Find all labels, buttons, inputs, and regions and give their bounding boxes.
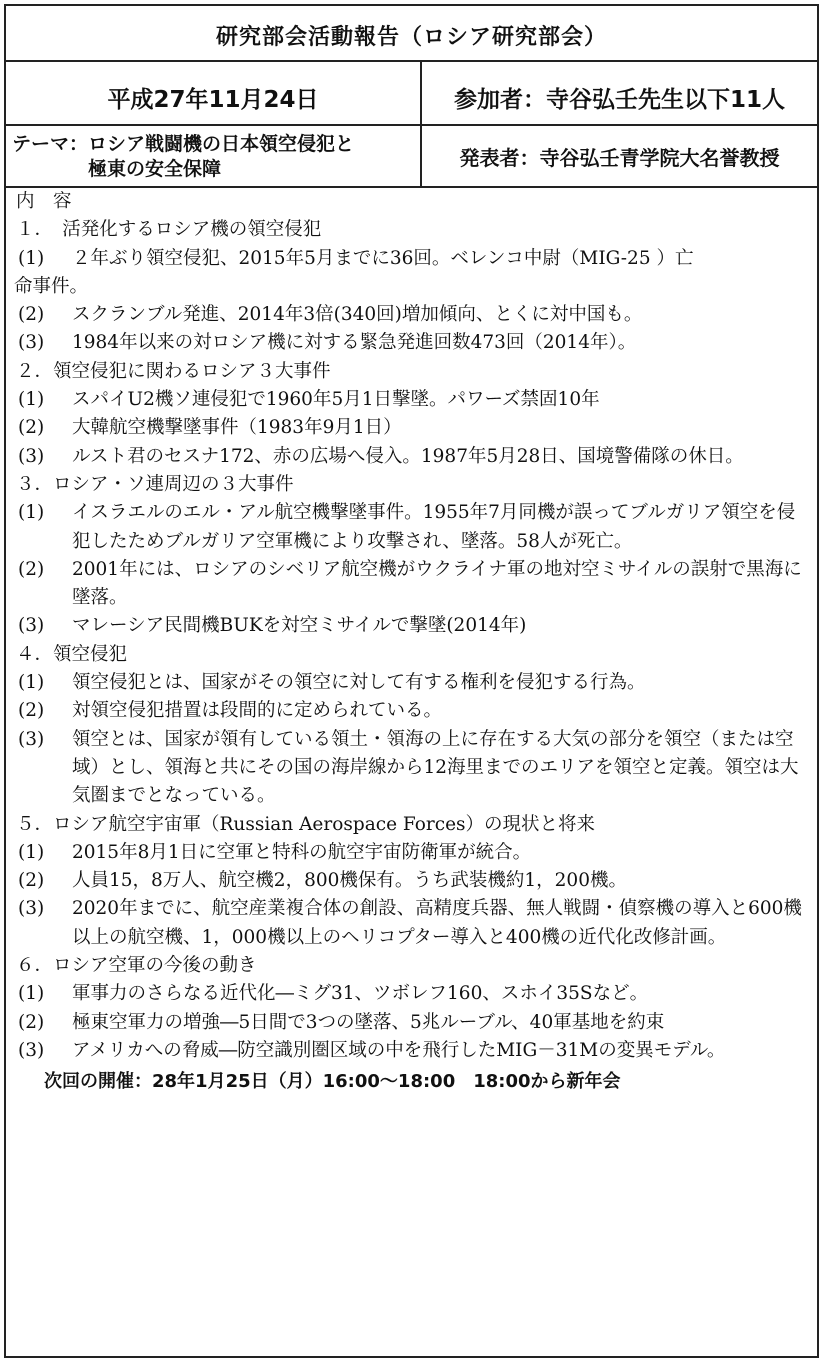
item-text: 軍事力のさらなる近代化―ミグ31、ツボレフ160、スホイ35Sなど。	[72, 983, 649, 1005]
list-item	[14, 839, 807, 867]
item-number: (3)	[18, 1039, 45, 1061]
item-text: 領空とは、国家が領有している領土・領海の上に存在する大気の部分を領空（または空域）とし、領海と共にその国の海岸線から12海里までのエリアを領空と定義。領空は大気圏までとなっている。	[72, 728, 799, 807]
section-title: ５．ロシア航空宇宙軍（Russian Aerospace Forces）の現状と将来	[16, 813, 596, 835]
list-item	[14, 1009, 807, 1037]
list-item	[14, 556, 807, 613]
item-text: 極東空軍力の増強―5日間で3つの墜落、5兆ルーブル、40軍基地を約束	[72, 1011, 665, 1033]
list-item	[14, 612, 807, 640]
item-number: (2)	[18, 700, 45, 722]
item-text: 対領空侵犯措置は段間的に定められている。	[72, 700, 443, 722]
list-item	[14, 867, 807, 895]
sections-list	[14, 216, 807, 1065]
item-text: 2015年8月1日に空軍と特科の航空宇宙防衛軍が統合。	[72, 841, 532, 863]
next-meeting: 次回の開催：28年1月25日（月）16:00～18:00 18:00から新年会	[44, 1071, 621, 1093]
theme-line-2: 極東の安全保障	[88, 158, 222, 180]
item-text: 2001年には、ロシアのシベリア航空機がウクライナ軍の地対空ミサイルの誤射で黒海に墜落。	[72, 558, 802, 609]
item-text: 人員15，8万人、航空機2，800機保有。うち武装機約1，200機。	[72, 870, 627, 892]
item-number: (2)	[18, 870, 45, 892]
list-item	[14, 329, 807, 357]
report-frame	[4, 4, 819, 1358]
section-title: ４．領空侵犯	[16, 643, 128, 665]
participants: 参加者：寺谷弘壬先生以下11人	[453, 87, 785, 113]
item-text: アメリカへの脅威―防空識別圏区域の中を飛行したMIG－31Mの変異モデル。	[72, 1039, 726, 1061]
section-title: １． 活発化するロシア機の領空侵犯	[16, 219, 322, 241]
item-number: (3)	[18, 445, 45, 467]
list-item	[14, 386, 807, 414]
meta-row	[6, 62, 817, 126]
item-number: (1)	[18, 389, 45, 411]
item-text: ２年ぶり領空侵犯、2015年5月までに36回。ベレンコ中尉（MIG-25 ）亡	[72, 247, 694, 269]
column-divider	[420, 62, 422, 188]
theme	[12, 132, 416, 182]
list-item	[14, 414, 807, 442]
list-item	[14, 301, 807, 329]
item-number: (2)	[18, 417, 45, 439]
item-text: スパイU2機ソ連侵犯で1960年5月1日撃墜。パワーズ禁固10年	[72, 389, 600, 411]
item-continuation: 命事件。	[14, 275, 89, 297]
list-item	[14, 443, 807, 471]
item-number: (1)	[18, 672, 45, 694]
list-item	[14, 245, 807, 273]
content-body	[6, 188, 817, 1097]
list-item	[14, 499, 807, 556]
item-number: (3)	[18, 332, 45, 354]
meeting-date: 平成27年11月24日	[107, 87, 319, 113]
list-item	[14, 669, 807, 697]
section-title: ２．領空侵犯に関わるロシア３大事件	[16, 360, 331, 382]
section-title: ３．ロシア・ソ連周辺の３大事件	[16, 473, 294, 495]
report-title: 研究部会活動報告（ロシア研究部会）	[215, 25, 607, 50]
presenter: 発表者：寺谷弘壬青学院大名誉教授	[459, 146, 780, 170]
item-number: (1)	[18, 502, 45, 524]
item-number: (2)	[18, 558, 45, 580]
theme-row	[6, 126, 817, 188]
list-item	[14, 1037, 807, 1065]
item-number: (1)	[18, 841, 45, 863]
item-text: 2020年までに、航空産業複合体の創設、高精度兵器、無人戦闘・偵察機の導入と600機以上の航空機、1，000機以上のヘリコプター導入と400機の近代化改修計画。	[72, 898, 802, 948]
item-text: 1984年以来の対ロシア機に対する緊急発進回数473回（2014年）。	[72, 332, 637, 354]
content-heading: 内 容	[16, 191, 72, 212]
item-number: (3)	[18, 898, 45, 920]
item-number: (2)	[18, 304, 45, 326]
list-item	[14, 980, 807, 1008]
item-text: 大韓航空機撃墜事件（1983年9月1日）	[72, 417, 402, 439]
list-item	[14, 895, 807, 952]
list-item	[14, 697, 807, 725]
title-row	[6, 6, 817, 62]
item-number: (1)	[18, 983, 45, 1005]
section-title: ６．ロシア空軍の今後の動き	[16, 955, 257, 977]
item-text: イスラエルのエル・アル航空機撃墜事件。1955年7月同機が誤ってブルガリア領空を侵犯したためブルガリア空軍機により攻撃され、墜落。58人が死亡。	[72, 502, 796, 552]
item-text: ルスト君のセスナ172、赤の広場へ侵入。1987年5月28日、国境警備隊の休日。	[72, 445, 744, 467]
theme-line-1: テーマ：ロシア戦闘機の日本領空侵犯と	[12, 133, 355, 155]
item-number: (3)	[18, 728, 45, 750]
item-text: マレーシア民間機BUKを対空ミサイルで撃墜(2014年)	[72, 615, 527, 637]
list-item	[14, 726, 807, 811]
item-number: (2)	[18, 1011, 45, 1033]
item-number: (1)	[18, 247, 45, 269]
item-text: 領空侵犯とは、国家がその領空に対して有する権利を侵犯する行為。	[72, 672, 646, 694]
item-text: スクランブル発進、2014年3倍(340回)増加傾向、とくに対中国も。	[72, 304, 643, 326]
item-number: (3)	[18, 615, 45, 637]
